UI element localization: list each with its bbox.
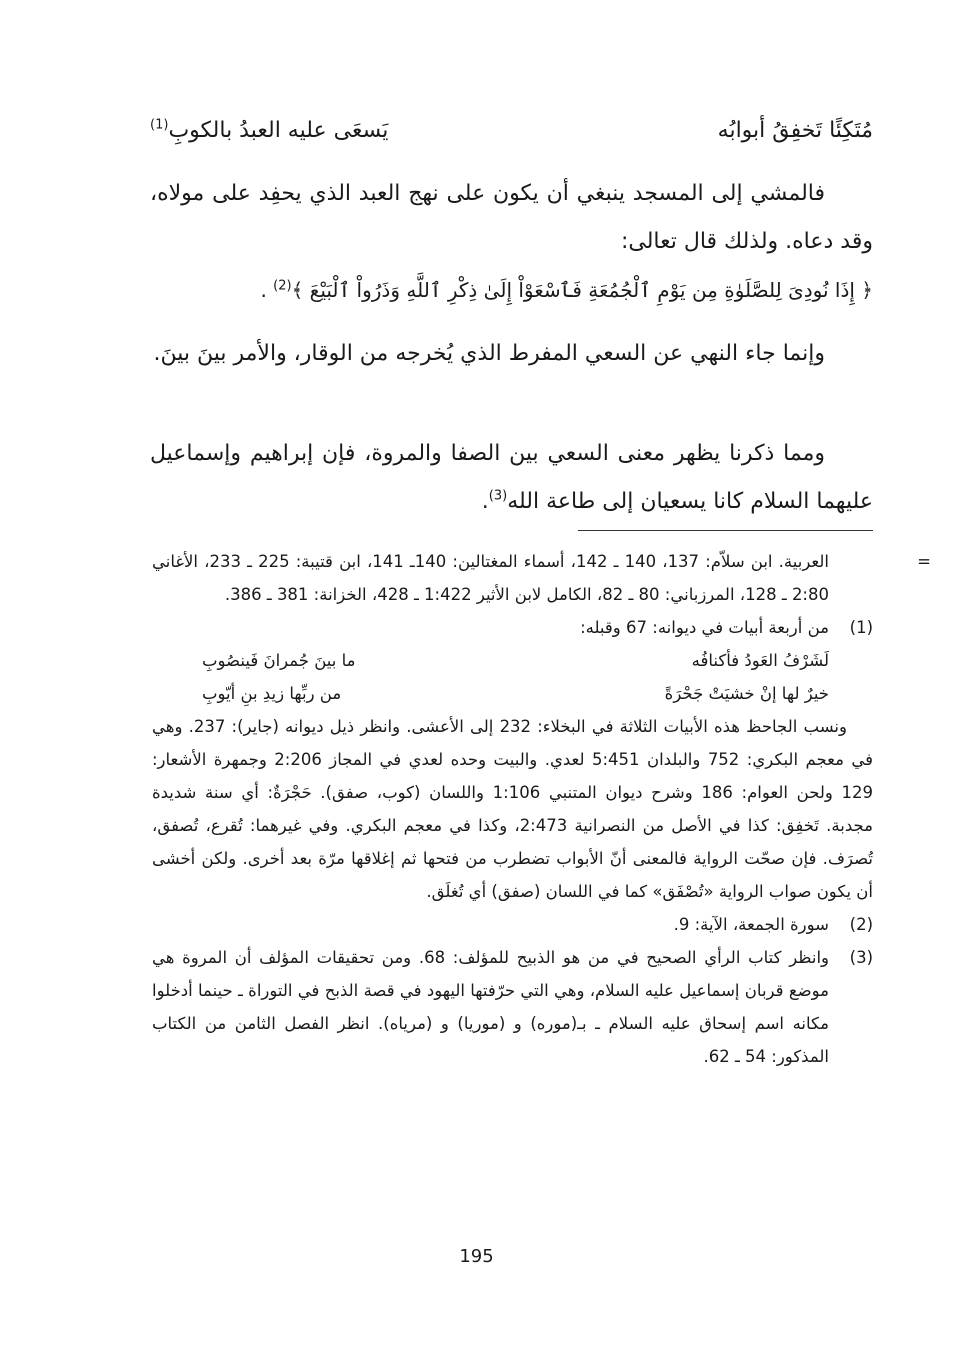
paragraph-safa-marwa: ومما ذكرنا يظهر معنى السعي بين الصفا والمروة، فإن إبراهيم وإسماعيل عليهما السلام كانا يسعيان إلى طاعة الله$^{(3)}$. [150, 441, 873, 514]
page-number: 195 [459, 1246, 494, 1267]
footnote-ref-3[interactable]: (3) [488, 488, 508, 504]
footnote-1-verse-1: لَشَرْفُ العَودُ فأكنافُه ما بينَ جُمرانَ فَينصُوبِ [202, 651, 829, 670]
footnotes-section [152, 545, 931, 1073]
verse-left-hemistich: يَسعَى عليه العبدُ بالكوبِ$^{(1)}$ [150, 117, 389, 143]
footnote-number-1: (1) [849, 618, 873, 637]
paragraph-excessive-running: وإنما جاء النهي عن السعي المفرط الذي يُخرجه من الوقار، والأمر بينَ بينَ. [153, 341, 825, 366]
poem-verse [150, 110, 873, 150]
footnote-continuation: = العربية. ابن سلاّم: 137، 140 ـ 142، أسماء المغتالين: 140ـ 141، ابن قتيبة: 225 ـ 233، الأغاني 2:80 ـ 128، المرزباني: 80 ـ 82، الكامل لابن الأثير 1:422 ـ 428، الخزانة: 381 ـ 386. [152, 545, 873, 611]
footnote-1 [152, 611, 873, 710]
footnote-2: (2) سورة الجمعة، الآية: 9. [152, 908, 873, 941]
footnote-1-intro: من أربعة أبيات في ديوانه: 67 وقبله: [580, 618, 829, 637]
footnote-ref-2[interactable]: (2) [273, 278, 292, 294]
footnote-number-2: (2) [849, 915, 873, 934]
verse-right-hemistich: مُتَكِئًا تَخفِقُ أبوابُه [717, 117, 873, 143]
footnote-number-3: (3) [849, 948, 873, 967]
footnote-3: (3) وانظر كتاب الرأي الصحيح في من هو الذبيح للمؤلف: 68. ومن تحقيقات المؤلف أن المروة هي موضع قربان إسماعيل عليه السلام، وهي التي حرّفتها اليهود في قصة الذبح في التوراة ـ حينما أدخلوا مكانه اسم إسحاق عليه السلام ـ بـ(موره) و (موريا) و (مرياه). انظر الفصل الثامن من الكتاب المذكور: 54 ـ 62. [152, 941, 873, 1073]
footnote-1-body: ونسب الجاحظ هذه الأبيات الثلاثة في البخلاء: 232 إلى الأعشى. وانظر ذيل ديوانه (جاير): 237. وهي في معجم البكري: 752 والبلدان 5:451 لعدي. والبيت وحده لعدي في المجاز 2:206 وجمهرة الأشعار: 129 ولحن العوام: 186 وشرح ديوان المتنبي 1:106 واللسان (كوب، صفق). حَجْرَةٌ: أي سنة شديدة مجدبة. تَخفِق: كذا في الأصل من النصرانية 2:473، وكذا في معجم البكري. وفي غيرهما: تُقرع، تُصفق، تُصرَف. فإن صحّت الرواية فالمعنى أنّ الأبواب تضطرب من فتحها ثم إغلاقها مرّة بعد أخرى. ولكن أخشى أن يكون صواب الرواية «تُصْفَق» كما في اللسان (صفق) أي تُغلَق. [152, 717, 873, 901]
quran-verse: ﴿ إِذَا نُودِىَ لِلصَّلَوٰةِ مِن يَوْمِ ٱلْجُمُعَةِ فَٱسْعَوْاْ إِلَىٰ ذِكْرِ ٱللَّهِ وَذَرُواْ ٱلْبَيْعَ ﴾$^{(2)}$ . [260, 278, 873, 302]
footnote-divider [578, 530, 873, 531]
continuation-marker: = [917, 552, 931, 571]
quran-verse-text: ﴿ إِذَا نُودِىَ لِلصَّلَوٰةِ مِن يَوْمِ ٱلْجُمُعَةِ فَٱسْعَوْاْ إِلَىٰ ذِكْرِ ٱللَّهِ وَذَرُواْ ٱلْبَيْعَ ﴾ [291, 278, 873, 302]
footnote-1-verse-2: خيرٌ لها إنْ خشيَتْ جَحْرَةً من ربِّها زيدِ بنِ أيّوبِ [202, 684, 829, 703]
paragraph-walking-to-mosque: فالمشي إلى المسجد ينبغي أن يكون على نهج العبد الذي يحفِد على مولاه، وقد دعاه. ولذلك قال تعالى: [150, 181, 873, 254]
footnote-ref-1[interactable]: (1) [150, 117, 169, 133]
